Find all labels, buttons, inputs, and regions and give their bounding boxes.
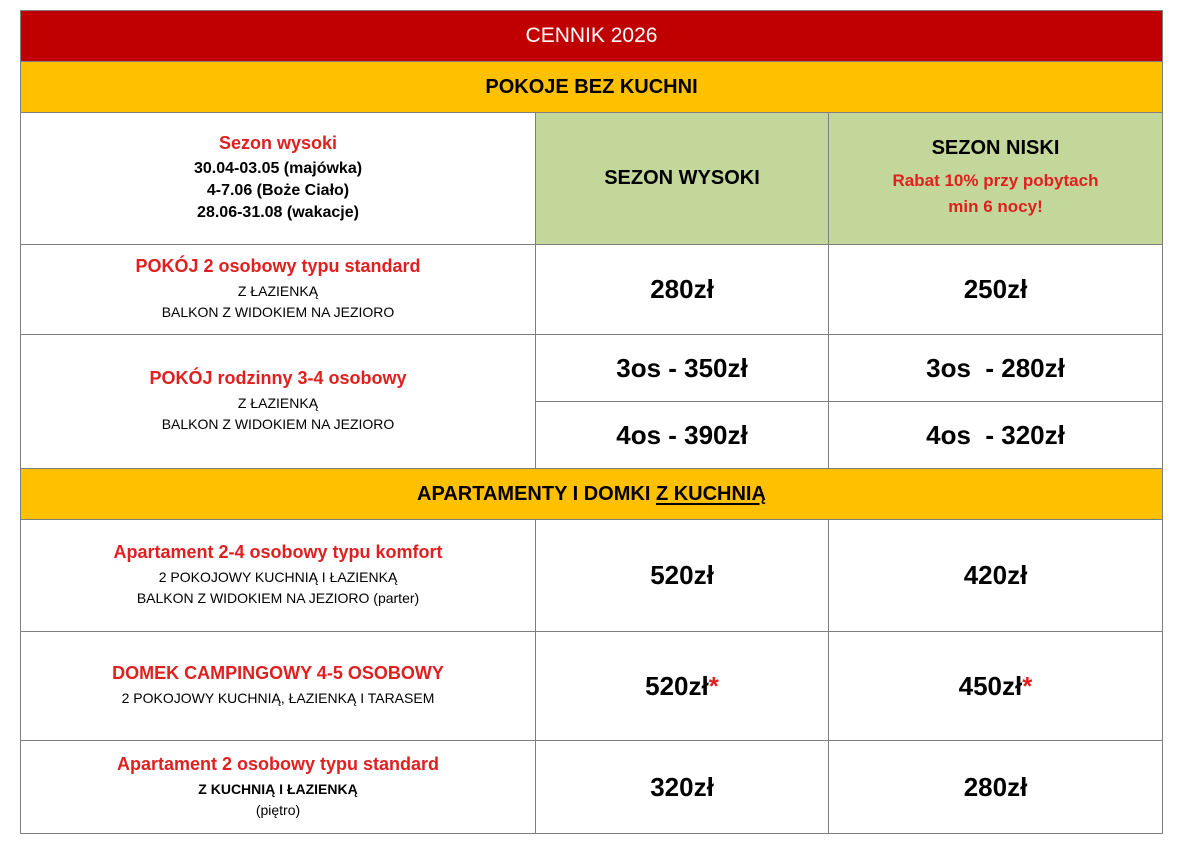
price-high-4-persons <box>536 401 828 468</box>
price-low-split <box>829 335 1162 468</box>
discount-note-line-2: min 6 nocy! <box>948 197 1043 216</box>
low-season-label: SEZON NISKI <box>931 137 1060 159</box>
section-no-kitchen-row <box>20 62 1163 113</box>
season-date-3: 28.06-31.08 (wakacje) <box>197 204 359 221</box>
section-heading-underlined: Z KUCHNIĄ <box>655 482 766 505</box>
room-feature: BALKON Z WIDOKIEM NA JEZIORO <box>161 416 395 432</box>
price-value: 4os - 320zł <box>926 419 1065 450</box>
price-value: 520zł <box>650 560 714 590</box>
apartment-description <box>21 741 536 833</box>
price-high <box>536 520 829 631</box>
price-low-3-persons <box>829 335 1162 401</box>
section-heading-kitchen <box>21 469 1162 519</box>
section-heading-prefix: APARTAMENTY I DOMKI <box>417 482 656 505</box>
price-value: 250zł <box>963 274 1028 304</box>
price-low-4-persons <box>829 401 1162 468</box>
price-low <box>829 245 1162 334</box>
price-value: 280zł <box>963 771 1028 802</box>
season-title: Sezon wysoki <box>218 133 338 153</box>
cabin-feature: 2 POKOJOWY KUCHNIĄ, ŁAZIENKĄ I TARASEM <box>121 690 435 706</box>
cabin-title: DOMEK CAMPINGOWY 4-5 OSOBOWY <box>112 663 444 683</box>
price-value: 420zł <box>963 560 1028 590</box>
section-heading-no-kitchen: POKOJE BEZ KUCHNI <box>21 62 1162 112</box>
room-description <box>21 245 536 334</box>
price-high <box>536 632 829 740</box>
price-high-split <box>536 335 829 468</box>
price-value: 320zł <box>650 771 714 802</box>
price-value: 520zł <box>645 670 709 701</box>
apartment-title: Apartament 2 osobowy typu standard <box>116 753 440 774</box>
table-row <box>20 335 1163 469</box>
high-season-label: SEZON WYSOKI <box>604 167 760 189</box>
section-kitchen-row <box>20 469 1163 520</box>
season-date-2: 4-7.06 (Boże Ciało) <box>206 182 350 199</box>
apartment-title: Apartament 2-4 osobowy typu komfort <box>113 542 443 562</box>
season-date-1: 30.04-03.05 (majówka) <box>193 160 363 177</box>
room-feature: Z ŁAZIENKĄ <box>237 395 319 411</box>
asterisk-mark: * <box>708 670 719 701</box>
price-low <box>829 741 1162 833</box>
price-value: 3os - 280zł <box>926 352 1065 383</box>
price-high-3-persons <box>536 335 828 401</box>
page-title: CENNIK 2026 <box>21 11 1162 61</box>
price-high <box>536 245 829 334</box>
price-low <box>829 632 1162 740</box>
apartment-feature: BALKON Z WIDOKIEM NA JEZIORO (parter) <box>136 590 420 606</box>
cabin-description <box>21 632 536 740</box>
table-row <box>20 245 1163 335</box>
table-row <box>20 741 1163 834</box>
season-info-cell <box>21 113 536 244</box>
low-season-header <box>829 113 1162 244</box>
discount-note-line-1: Rabat 10% przy pobytach <box>892 171 1099 190</box>
apartment-feature: Z KUCHNIĄ I ŁAZIENKĄ <box>198 780 358 797</box>
apartment-feature: (piętro) <box>255 801 301 818</box>
price-low <box>829 520 1162 631</box>
price-value: 3os - 350zł <box>616 352 748 383</box>
room-title: POKÓJ rodzinny 3-4 osobowy <box>149 368 407 388</box>
room-description <box>21 335 536 468</box>
price-table <box>20 10 1163 834</box>
title-row <box>20 10 1163 62</box>
apartment-feature: 2 POKOJOWY KUCHNIĄ I ŁAZIENKĄ <box>158 569 398 585</box>
table-row <box>20 520 1163 632</box>
asterisk-mark: * <box>1022 670 1033 701</box>
apartment-description <box>21 520 536 631</box>
price-value: 280zł <box>650 274 714 304</box>
price-value: 4os - 390zł <box>616 419 748 450</box>
room-feature: BALKON Z WIDOKIEM NA JEZIORO <box>161 304 395 320</box>
room-title: POKÓJ 2 osobowy typu standard <box>135 256 421 276</box>
season-header-row <box>20 113 1163 245</box>
table-row <box>20 632 1163 741</box>
room-feature: Z ŁAZIENKĄ <box>237 283 319 299</box>
high-season-header <box>536 113 829 244</box>
price-high <box>536 741 829 833</box>
price-value: 450zł <box>958 670 1023 701</box>
